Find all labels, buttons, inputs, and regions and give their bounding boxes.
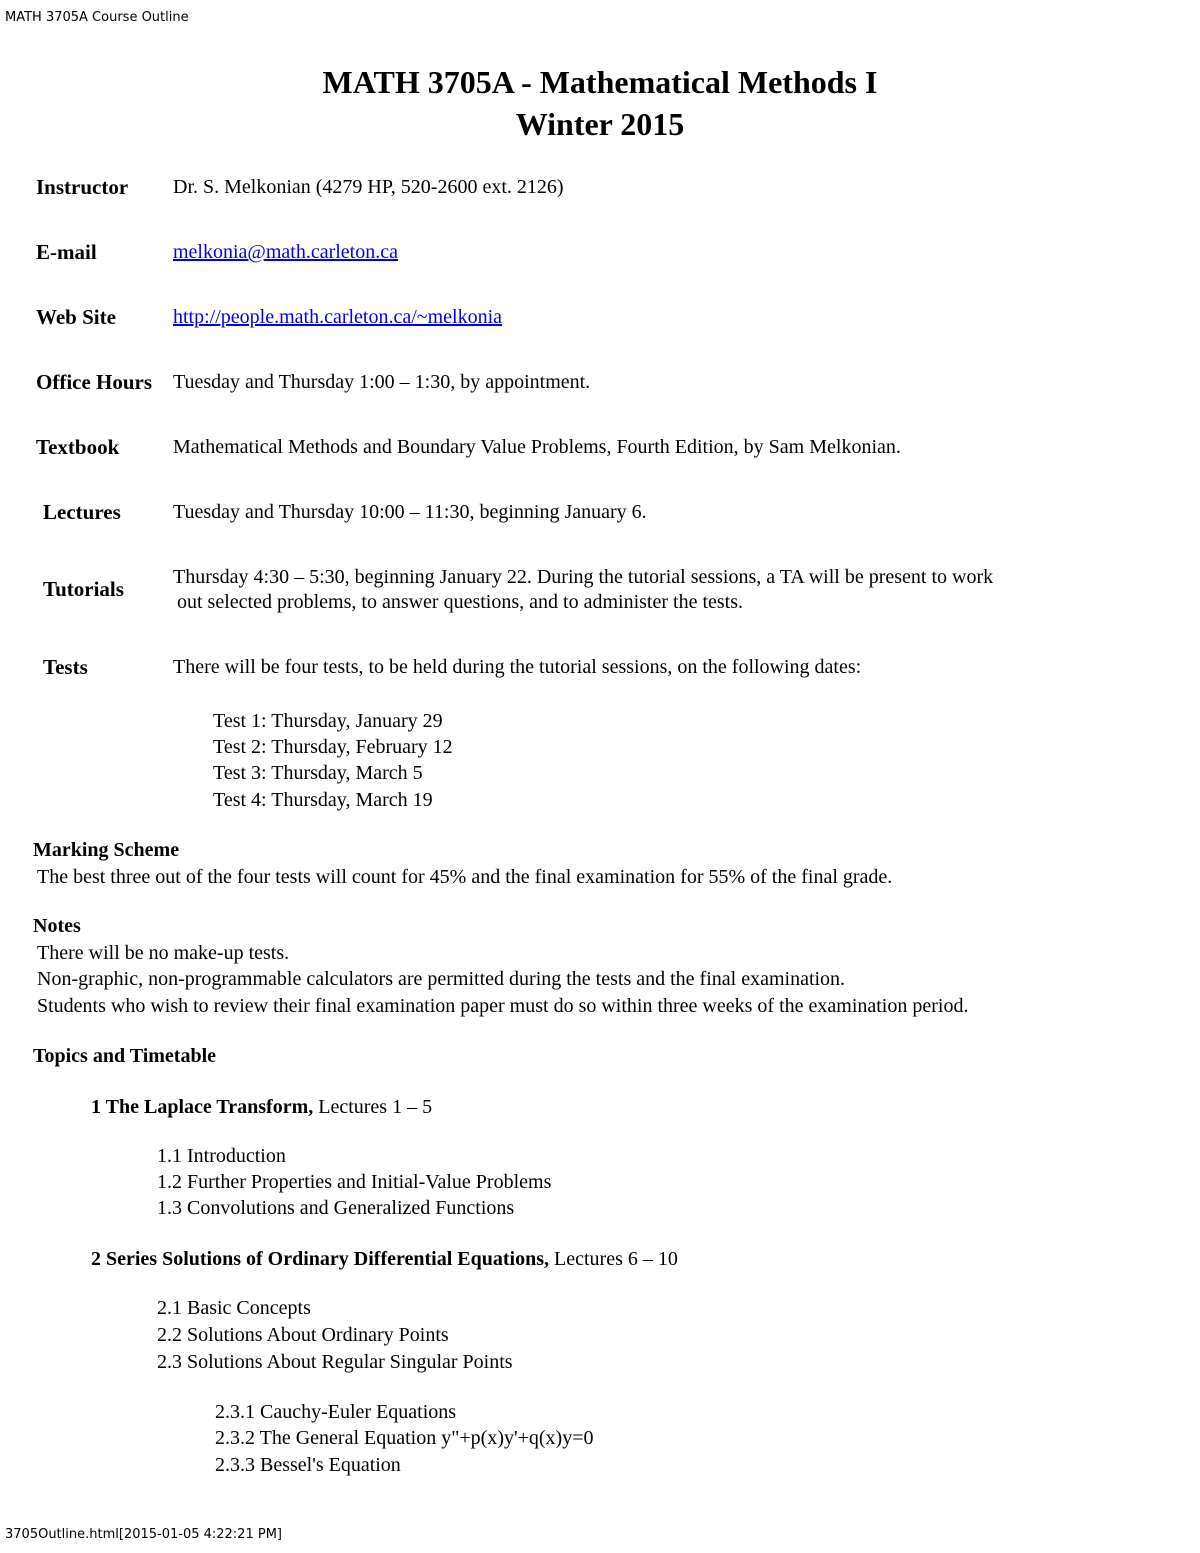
instructor-value: Dr. S. Melkonian (4279 HP, 520-2600 ext. 2126)	[173, 176, 564, 198]
note-item: Non-graphic, non-programmable calculators are permitted during the tests and the final examination.	[37, 968, 846, 990]
test-date-3: Test 3: Thursday, March 5	[213, 762, 423, 784]
lectures-label: Lectures	[43, 500, 121, 524]
chapter-2-title: 2 Series Solutions of Ordinary Differential Equations,	[91, 1248, 549, 1270]
email-link[interactable]: melkonia@math.carleton.ca	[173, 241, 398, 263]
topic-item: 2.1 Basic Concepts	[157, 1297, 311, 1319]
tests-label: Tests	[43, 655, 88, 679]
textbook-label: Textbook	[36, 435, 120, 459]
lectures-value: Tuesday and Thursday 10:00 – 11:30, beginning January 6.	[173, 501, 647, 523]
chapter-2-lectures: Lectures 6 – 10	[549, 1248, 678, 1270]
chapter-2-heading	[91, 1248, 678, 1271]
website-label: Web Site	[36, 305, 116, 329]
marking-scheme-text: The best three out of the four tests will count for 45% and the final examination for 55% of the final grade.	[37, 866, 893, 888]
topic-item: 1.3 Convolutions and Generalized Functions	[157, 1197, 515, 1219]
marking-scheme-heading: Marking Scheme	[33, 839, 180, 861]
tutorials-value-line2: out selected problems, to answer questions, and to administer the tests.	[177, 591, 743, 613]
instructor-label: Instructor	[36, 175, 129, 199]
test-date-4: Test 4: Thursday, March 19	[213, 789, 433, 811]
topic-item: 2.2 Solutions About Ordinary Points	[157, 1324, 449, 1346]
website-link[interactable]: http://people.math.carleton.ca/~melkonia	[173, 306, 503, 328]
page-header: MATH 3705A Course Outline	[5, 10, 189, 25]
note-item: Students who wish to review their final examination paper must do so within three weeks of the examination period.	[37, 995, 969, 1017]
subtopic-item: 2.3.2 The General Equation y"+p(x)y'+q(x)y=0	[215, 1427, 594, 1449]
page-subtitle: Winter 2015	[515, 106, 685, 142]
email-label: E-mail	[36, 240, 97, 264]
subtopic-item: 2.3.1 Cauchy-Euler Equations	[215, 1401, 457, 1423]
topic-item: 1.2 Further Properties and Initial-Value Problems	[157, 1171, 552, 1193]
office-hours-value: Tuesday and Thursday 1:00 – 1:30, by appointment.	[173, 371, 591, 393]
tutorials-label: Tutorials	[43, 577, 124, 601]
topic-item: 1.1 Introduction	[157, 1145, 286, 1167]
test-date-2: Test 2: Thursday, February 12	[213, 736, 453, 758]
chapter-1-title: 1 The Laplace Transform,	[91, 1096, 314, 1118]
office-hours-label: Office Hours	[36, 370, 153, 394]
page-footer: 3705Outline.html[2015-01-05 4:22:21 PM]	[5, 1527, 282, 1542]
textbook-value: Mathematical Methods and Boundary Value Problems, Fourth Edition, by Sam Melkonian.	[173, 436, 901, 458]
tests-value: There will be four tests, to be held during the tutorial sessions, on the following dates:	[173, 656, 862, 678]
note-item: There will be no make-up tests.	[37, 942, 290, 964]
subtopic-item: 2.3.3 Bessel's Equation	[215, 1454, 401, 1476]
tutorials-value-line1: Thursday 4:30 – 5:30, beginning January 22. During the tutorial sessions, a TA will be present to work	[173, 566, 994, 588]
topics-heading: Topics and Timetable	[33, 1045, 217, 1067]
page-title: MATH 3705A - Mathematical Methods I	[322, 64, 878, 100]
topic-item: 2.3 Solutions About Regular Singular Points	[157, 1351, 513, 1373]
chapter-1-heading	[91, 1096, 432, 1119]
notes-heading: Notes	[33, 915, 81, 937]
chapter-1-lectures: Lectures 1 – 5	[313, 1096, 433, 1118]
test-date-1: Test 1: Thursday, January 29	[213, 710, 443, 732]
